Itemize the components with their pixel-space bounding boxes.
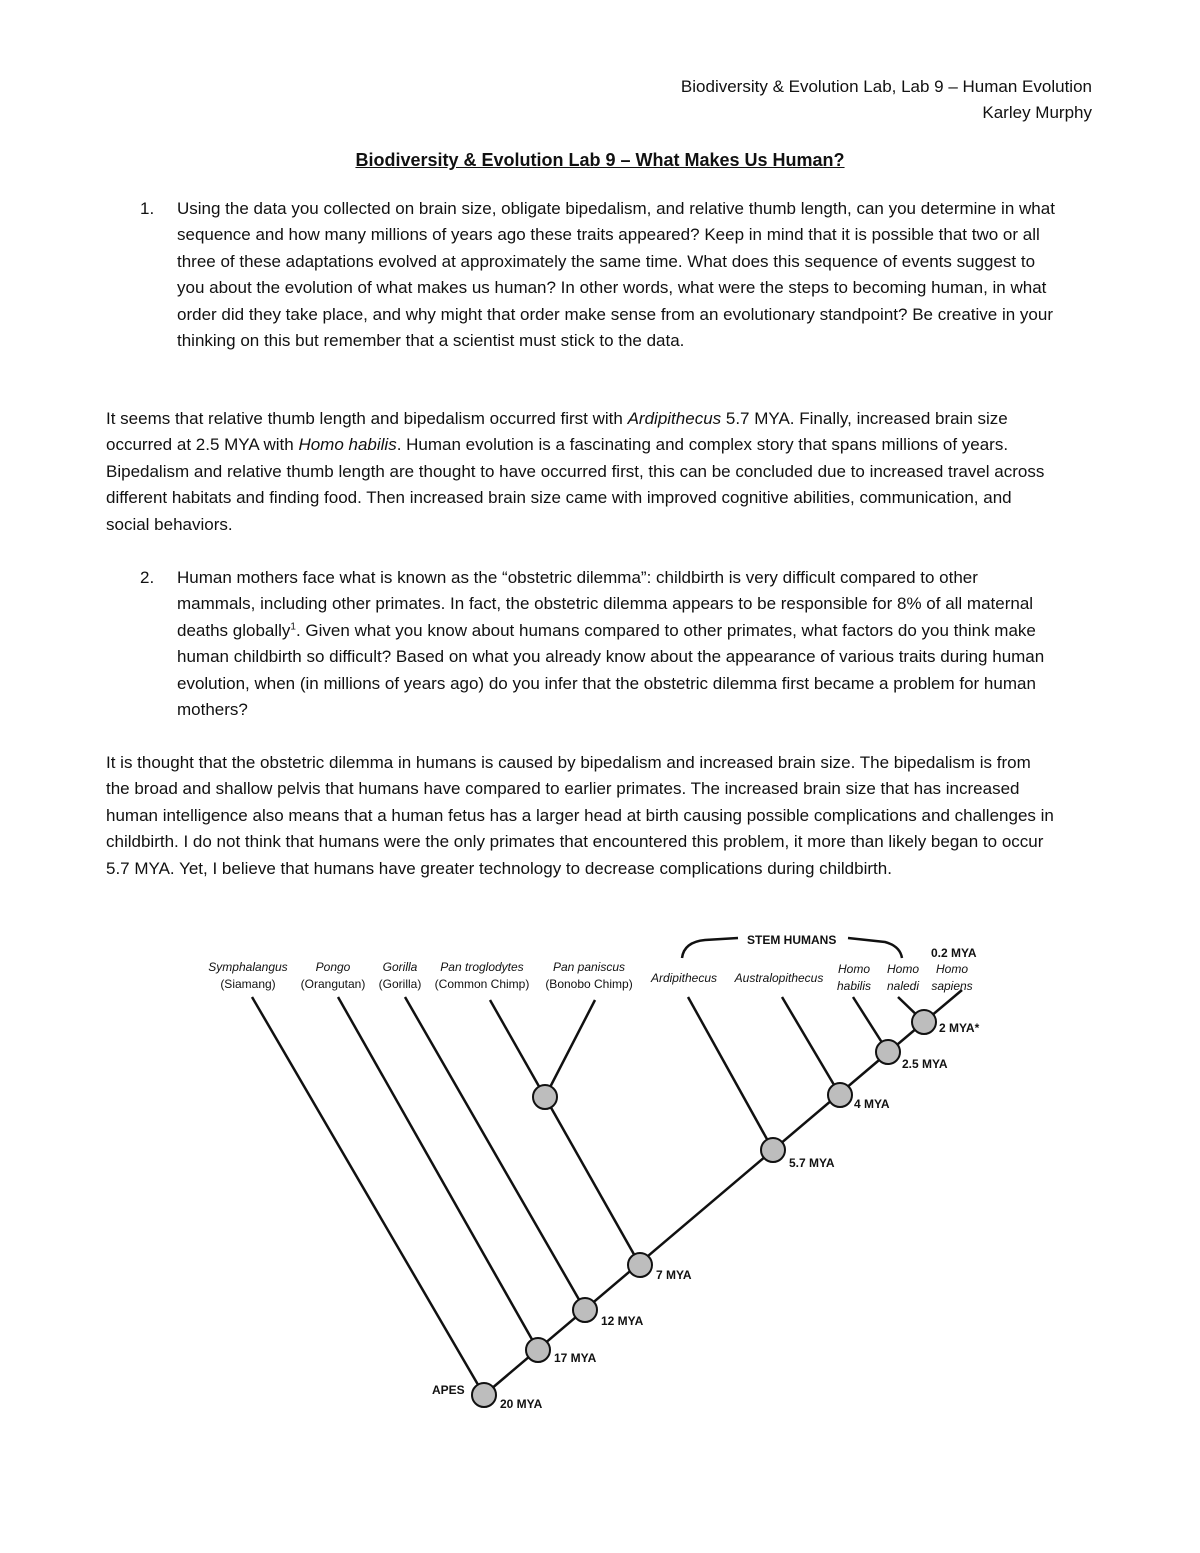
taxon-australopithecus: Australopithecus (734, 971, 824, 985)
node-label-5-7: 5.7 MYA (789, 1156, 835, 1170)
taxon-siamang: (Siamang) (220, 977, 276, 991)
taxon-homo-3: Homo (935, 962, 969, 976)
branch-pongo (338, 997, 538, 1350)
taxon-symphalangus: Symphalangus (208, 960, 288, 974)
taxon-homo-2: Homo (886, 962, 920, 976)
stem-humans-label: STEM HUMANS (747, 933, 837, 947)
footnote-ref: 1 (290, 621, 296, 633)
root-label-apes: APES (432, 1383, 465, 1397)
taxon-common-chimp: (Common Chimp) (434, 977, 530, 991)
answer-1-text-b: 5.7 MYA. Finally, increased brain size occurred at 2.5 MYA with (106, 409, 1008, 455)
branch-australopithecus (782, 997, 840, 1095)
taxon-homo-1: Homo (837, 962, 871, 976)
node-label-7: 7 MYA (656, 1268, 692, 1282)
node-label-2: 2 MYA* (939, 1021, 980, 1035)
taxon-gorilla: Gorilla (382, 960, 418, 974)
answer-1-homo-habilis: Homo habilis (298, 435, 397, 455)
taxon-bonobo-chimp: (Bonobo Chimp) (545, 977, 633, 991)
node-labels (432, 933, 980, 1411)
branch-symphalangus (252, 997, 484, 1395)
trunk-branch (484, 1022, 924, 1395)
question-2-number: 2. (140, 568, 155, 587)
node-label-4: 4 MYA (854, 1097, 890, 1111)
node-4-mya (828, 1083, 852, 1107)
taxon-orangutan: (Orangutan) (300, 977, 366, 991)
header-course-line: Biodiversity & Evolution Lab, Lab 9 – Human Evolution (680, 77, 1092, 96)
branch-pan-ancestor (545, 1097, 640, 1265)
question-1-text: Using the data you collected on brain size, obligate bipedalism, and relative thumb length, can you determine in what sequence and how many millions of years ago these traits appeared? Keep in mind that it is possible that two or all three of these adaptations evolved at approximately the same time. What does this sequence of events suggest to you about the evolution of what makes us human? In other words, what were the steps to becoming human, in what order did they take place, and why might that order make sense from an evolutionary standpoint? Be creative in your thinking on this but remember that a scientist must stick to the data. (177, 199, 1055, 351)
node-17-mya (526, 1338, 550, 1362)
taxon-labels (208, 960, 972, 993)
node-label-12: 12 MYA (601, 1314, 644, 1328)
taxon-pan-paniscus: Pan paniscus (552, 960, 626, 974)
answer-2: It is thought that the obstetric dilemma in humans is caused by bipedalism and increased brain size. The bipedalism is from the broad and shallow pelvis that humans have compared to earlier primates. The increased brain size that has increased human intelligence also means that a human fetus has a larger head at birth causing possible complications and challenges in childbirth. I do not think that humans were the only primates that encountered this problem, it more than likely began to occur 5.7 MYA. Yet, I believe that humans have greater technology to decrease complications during childbirth. (106, 753, 1054, 878)
header-author: Karley Murphy (982, 103, 1092, 122)
taxon-pongo: Pongo (315, 960, 351, 974)
question-2-text-b: . Given what you know about humans compared to other primates, what factors do you think make human childbirth so difficult? Based on what you already know about the appearance of various traits during human evolution, when (in millions of years ago) do you infer that the obstetric dilemma first became a problem for human mothers? (177, 620, 1045, 720)
top-label-0-2-mya: 0.2 MYA (931, 946, 977, 960)
stem-bracket-left (682, 938, 738, 958)
answer-1-text-c: . Human evolution is a fascinating and complex story that spans millions of years. Bipedalism and relative thumb length are thought to have occurred first, this can be concluded due to increased travel across different habitats and finding food. Then increased brain size came with improved cognitive abilities, communication, and social behaviors. (106, 435, 1045, 534)
answer-1-text-a: It seems that relative thumb length and bipedalism occurred first with (106, 409, 628, 428)
taxon-habilis: habilis (836, 979, 872, 993)
document-title: Biodiversity & Evolution Lab 9 – What Makes Us Human? (355, 150, 845, 170)
branch-ardipithecus (688, 997, 773, 1150)
branch-pan-paniscus (545, 1000, 595, 1097)
taxon-gorilla-common: (Gorilla) (378, 977, 422, 991)
node-pan-split (533, 1085, 557, 1109)
stem-bracket-right (848, 938, 902, 958)
taxon-ardipithecus: Ardipithecus (650, 971, 718, 985)
node-5-7-mya (761, 1138, 785, 1162)
taxon-pan-troglodytes: Pan troglodytes (440, 960, 524, 974)
question-2-text-a: Human mothers face what is known as the “obstetric dilemma”: childbirth is very difficult compared to other mammals, including other primates. In fact, the obstetric dilemma appears to be responsible for 8% of all maternal deaths globally (177, 568, 1034, 640)
node-label-20: 20 MYA (500, 1397, 543, 1411)
node-2-mya (912, 1010, 936, 1034)
answer-1-ardipithecus: Ardipithecus (627, 409, 722, 428)
node-2-5-mya (876, 1040, 900, 1064)
node-12-mya (573, 1298, 597, 1322)
taxon-sapiens: sapiens (931, 979, 973, 993)
node-20-mya (472, 1383, 496, 1407)
question-1-number: 1. (140, 199, 155, 218)
branch-pan-troglodytes (490, 1000, 545, 1097)
taxon-naledi: naledi (886, 979, 920, 993)
branch-gorilla (405, 997, 585, 1310)
node-label-17: 17 MYA (554, 1351, 597, 1365)
node-label-2-5: 2.5 MYA (902, 1057, 948, 1071)
node-7-mya (628, 1253, 652, 1277)
